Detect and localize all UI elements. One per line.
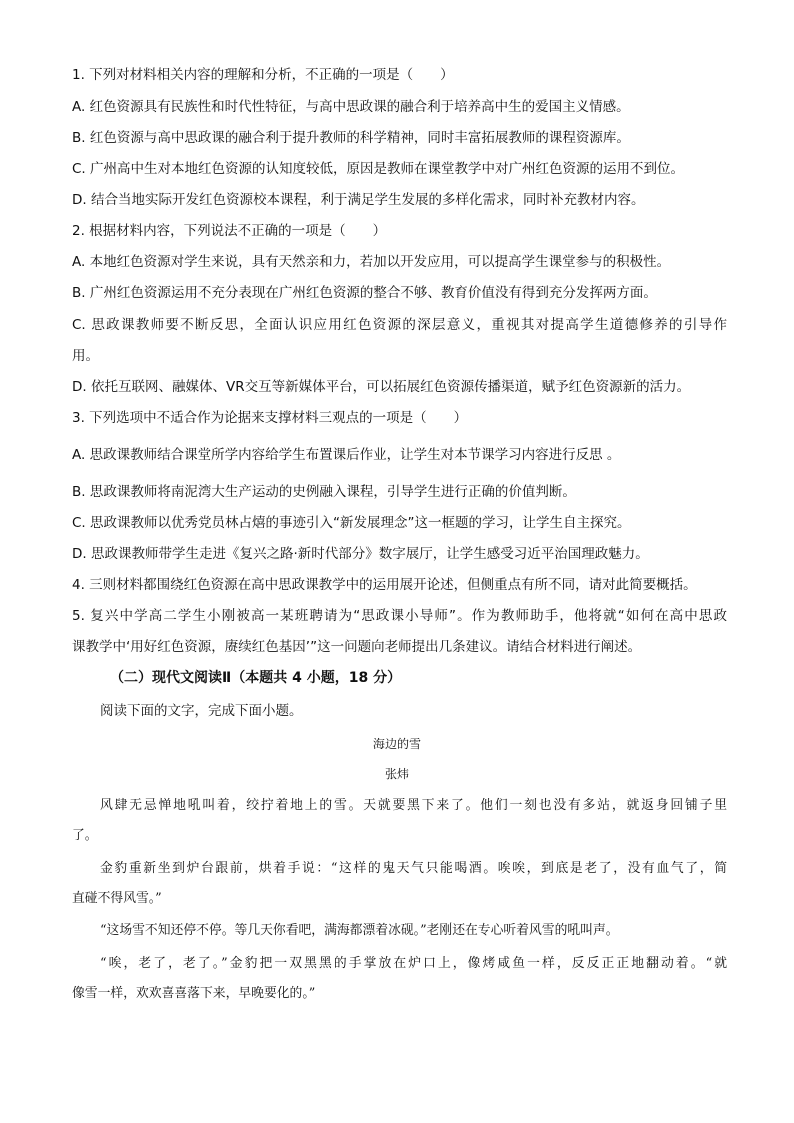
- question-1-option-c: C. 广州高中生对本地红色资源的认知度较低，原因是教师在课堂教学中对广州红色资源的运用不到位。: [72, 161, 685, 177]
- story-paragraph-2-line-1: 金豹重新坐到炉台跟前，烘着手说：“这样的鬼天气只能喝酒。唉唉，到底是老了，没有血气了，简: [100, 861, 727, 876]
- question-3-option-c: C. 思政课教师以优秀党员林占熺的事迹引入“新发展理念”这一框题的学习，让学生自主探究。: [72, 515, 631, 531]
- question-3-stem: 3. 下列选项中不适合作为论据来支撑材料三观点的一项是（ ）: [72, 410, 468, 426]
- question-3-option-b: B. 思政课教师将南泥湾大生产运动的史例融入课程，引导学生进行正确的价值判断。: [72, 484, 576, 500]
- section-heading: （二）现代文阅读Ⅱ（本题共 4 小题，18 分）: [110, 670, 402, 686]
- question-1-stem: 1. 下列对材料相关内容的理解和分析，不正确的一项是（ ）: [72, 67, 454, 83]
- story-title: 海边的雪: [372, 737, 422, 751]
- question-5-line-2: 课教学中‘用好红色资源，赓续红色基因’”这一问题向老师提出几条建议。请结合材料进行阐述。: [72, 639, 642, 655]
- story-paragraph-1-line-1: 风肆无忌惮地吼叫着，绞拧着地上的雪。天就要黑下来了。他们一刻也没有多站，就返身回铺子里: [100, 798, 727, 813]
- section-instruction: 阅读下面的文字，完成下面小题。: [100, 703, 303, 719]
- question-1-option-a: A. 红色资源具有民族性和时代性特征，与高中思政课的融合利于培养高中生的爱国主义情感。: [72, 99, 630, 115]
- story-paragraph-3: “这场雪不知还停不停。等几天你看吧，满海都漂着冰砚。”老刚还在专心听着风雪的吼叫声。: [100, 923, 619, 938]
- story-paragraph-1-line-2: 了。: [72, 828, 98, 843]
- question-2-option-c-line-1: C. 思政课教师要不断反思，全面认识应用红色资源的深层意义，重视其对提高学生道德修养的引导作: [72, 317, 727, 333]
- question-2-option-c-line-2: 用。: [72, 348, 99, 364]
- story-paragraph-2-line-2: 直碰不得风雪。”: [72, 891, 162, 906]
- question-3-option-d: D. 思政课教师带学生走进《复兴之路·新时代部分》数字展厅，让学生感受习近平治国理政魅力。: [72, 546, 649, 562]
- question-2-option-a: A. 本地红色资源对学生来说，具有天然亲和力，若加以开发应用，可以提高学生课堂参与的积极性。: [72, 254, 671, 270]
- question-2-option-d: D. 依托互联网、融媒体、VR交互等新媒体平台，可以拓展红色资源传播渠道，赋予红色资源新的活力。: [72, 379, 691, 395]
- story-paragraph-4-line-1: “唉，老了，老了。”金豹把一双黑黑的手掌放在炉口上，像烤咸鱼一样，反反正正地翻动着。“就: [100, 956, 727, 971]
- question-4: 4. 三则材料都围绕红色资源在高中思政课教学中的运用展开论述，但侧重点有所不同，请对此简要概括。: [72, 577, 697, 593]
- question-1-option-d: D. 结合当地实际开发红色资源校本课程，利于满足学生发展的多样化需求，同时补充教材内容。: [72, 192, 645, 208]
- story-author: 张炜: [384, 767, 410, 781]
- question-3-option-a: A. 思政课教师结合课堂所学内容给学生布置课后作业，让学生对本节课学习内容进行反思 。: [72, 447, 621, 463]
- question-2-stem: 2. 根据材料内容，下列说法不正确的一项是（ ）: [72, 223, 387, 239]
- question-2-option-b: B. 广州红色资源运用不充分表现在广州红色资源的整合不够、教育价值没有得到充分发挥两方面。: [72, 285, 657, 301]
- question-1-option-b: B. 红色资源与高中思政课的融合利于提升教师的科学精神，同时丰富拓展教师的课程资源库。: [72, 130, 630, 146]
- story-paragraph-4-line-2: 像雪一样，欢欢喜喜落下来，早晚要化的。”: [72, 986, 316, 1001]
- question-5-line-1: 5. 复兴中学高二学生小刚被高一某班聘请为“思政课小导师”。作为教师助手，他将就“如何在高中思政: [72, 608, 727, 624]
